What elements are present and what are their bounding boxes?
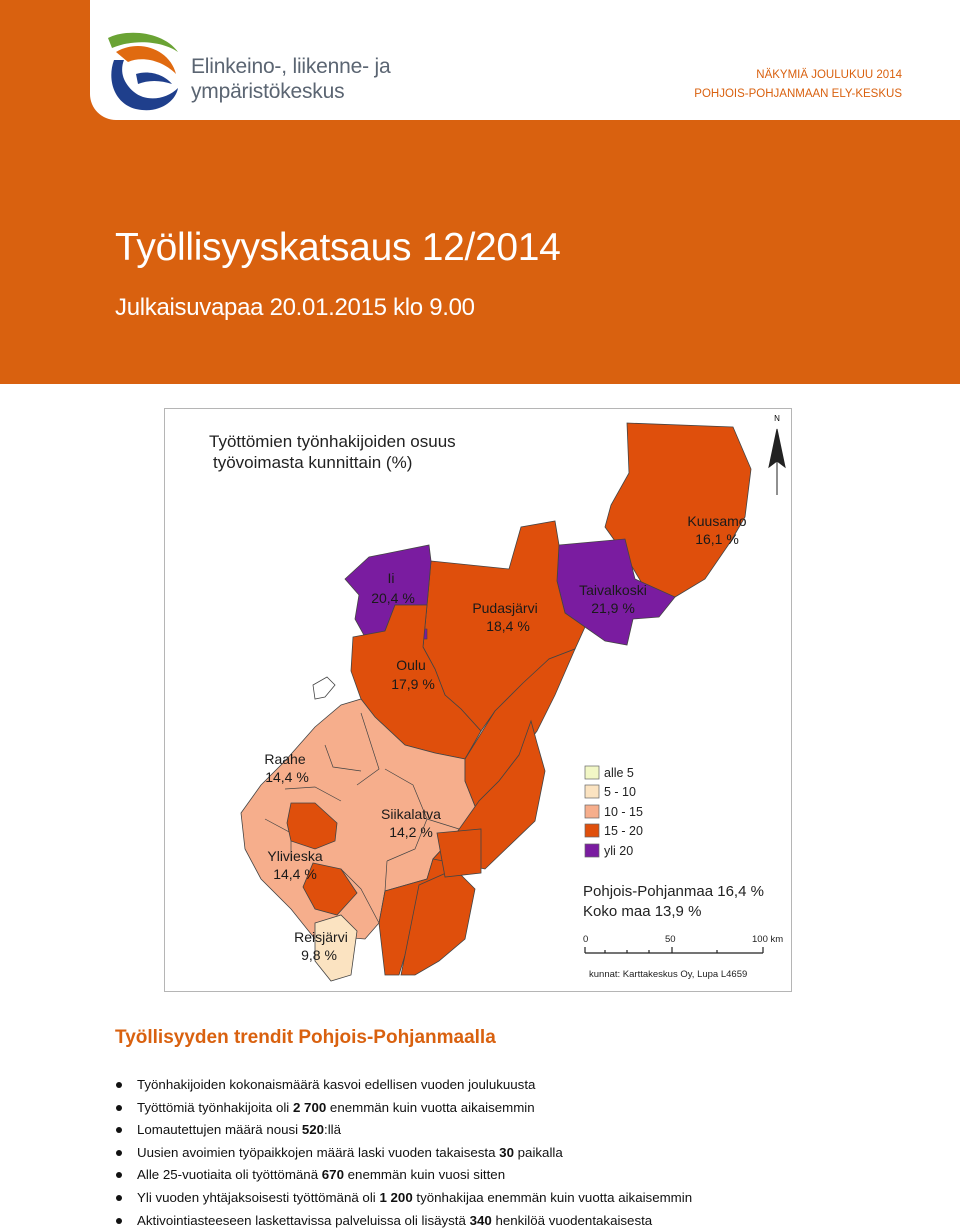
map-legend — [585, 766, 643, 858]
legend-swatch-5-10 — [585, 785, 599, 798]
region-rate: Pohjois-Pohjanmaa 16,4 % — [583, 883, 764, 900]
label-oulu: Oulu — [396, 657, 426, 673]
scale-mid: 50 — [665, 934, 676, 945]
value-pudasjarvi: 18,4 % — [486, 618, 530, 634]
list-item: Aktivointiasteeseen laskettavissa palveluissa oli lisäystä 340 henkilöä vuodentakaisesta — [115, 1211, 875, 1229]
office-label: POHJOIS-POHJANMAAN ELY-KESKUS — [694, 88, 902, 100]
value-ii: 20,4 % — [371, 590, 415, 606]
label-raahe: Raahe — [264, 751, 306, 767]
page-title: Työllisyyskatsaus 12/2014 — [115, 226, 561, 269]
list-item: Työttömiä työnhakijoita oli 2 700 enemmän kuin vuotta aikaisemmin — [115, 1098, 875, 1121]
value-siikalatva: 14,2 % — [389, 824, 433, 840]
legend-label-under5: alle 5 — [604, 766, 634, 780]
value-oulu: 17,9 % — [391, 676, 435, 692]
value-ylivieska: 14,4 % — [273, 866, 317, 882]
bullet-icon — [116, 1127, 122, 1133]
scale-bar — [583, 934, 783, 953]
org-name-line2: ympäristökeskus — [191, 80, 345, 103]
org-name — [191, 54, 451, 104]
map-title-line1: Työttömien työnhakijoiden osuus — [209, 432, 456, 451]
publication-label: NÄKYMIÄ JOULUKUU 2014 — [756, 69, 902, 81]
bullet-icon — [116, 1195, 122, 1201]
scale-end: 100 km — [752, 934, 784, 945]
scale-zero: 0 — [583, 934, 589, 945]
legend-label-5-10: 5 - 10 — [604, 785, 636, 799]
org-name-line1: Elinkeino-, liikenne- ja — [191, 55, 391, 78]
ely-logo-icon — [106, 30, 182, 112]
label-ii: Ii — [387, 570, 395, 586]
region-east-block — [437, 829, 481, 877]
region-island — [313, 677, 335, 699]
bullet-icon — [116, 1172, 122, 1178]
value-raahe: 14,4 % — [265, 769, 309, 785]
legend-label-15-20: 15 - 20 — [604, 824, 643, 838]
bullet-icon — [116, 1218, 122, 1224]
value-taivalkoski: 21,9 % — [591, 600, 635, 616]
bullet-icon — [116, 1082, 122, 1088]
list-item: Työnhakijoiden kokonaismäärä kasvoi edellisen vuoden joulukuusta — [115, 1075, 875, 1098]
legend-swatch-10-15 — [585, 805, 599, 818]
trend-list — [115, 1075, 875, 1229]
label-ylivieska: Ylivieska — [267, 848, 323, 864]
north-arrow-icon — [769, 429, 785, 495]
label-taivalkoski: Taivalkoski — [579, 582, 647, 598]
label-kuusamo: Kuusamo — [687, 513, 747, 529]
legend-swatch-under5 — [585, 766, 599, 779]
country-rate: Koko maa 13,9 % — [583, 903, 702, 920]
release-date: Julkaisuvapaa 20.01.2015 klo 9.00 — [115, 294, 475, 321]
north-label: N — [774, 414, 780, 423]
map-title-line2: työvoimasta kunnittain (%) — [213, 453, 413, 472]
list-item: Yli vuoden yhtäjaksoisesti työttömänä oli 1 200 työnhakijaa enemmän kuin vuotta aikaisemmin — [115, 1188, 875, 1211]
legend-label-over20: yli 20 — [604, 844, 634, 858]
list-item: Lomautettujen määrä nousi 520:llä — [115, 1120, 875, 1143]
bullet-icon — [116, 1150, 122, 1156]
label-siikalatva: Siikalatva — [381, 806, 441, 822]
legend-swatch-over20 — [585, 844, 599, 857]
list-item: Alle 25-vuotiaita oli työttömänä 670 enemmän kuin vuosi sitten — [115, 1165, 875, 1188]
list-item: Uusien avoimien työpaikkojen määrä laski vuoden takaisesta 30 paikalla — [115, 1143, 875, 1166]
map-credit: kunnat: Karttakeskus Oy, Lupa L4659 — [589, 969, 748, 980]
legend-swatch-15-20 — [585, 824, 599, 837]
unemployment-map — [164, 408, 792, 992]
label-reisjarvi: Reisjärvi — [294, 929, 348, 945]
publication-info — [694, 66, 902, 104]
value-reisjarvi: 9,8 % — [301, 947, 337, 963]
section-title: Työllisyyden trendit Pohjois-Pohjanmaalla — [115, 1027, 496, 1048]
bullet-icon — [116, 1105, 122, 1111]
legend-label-10-15: 10 - 15 — [604, 805, 643, 819]
label-pudasjarvi: Pudasjärvi — [472, 600, 538, 616]
value-kuusamo: 16,1 % — [695, 531, 739, 547]
